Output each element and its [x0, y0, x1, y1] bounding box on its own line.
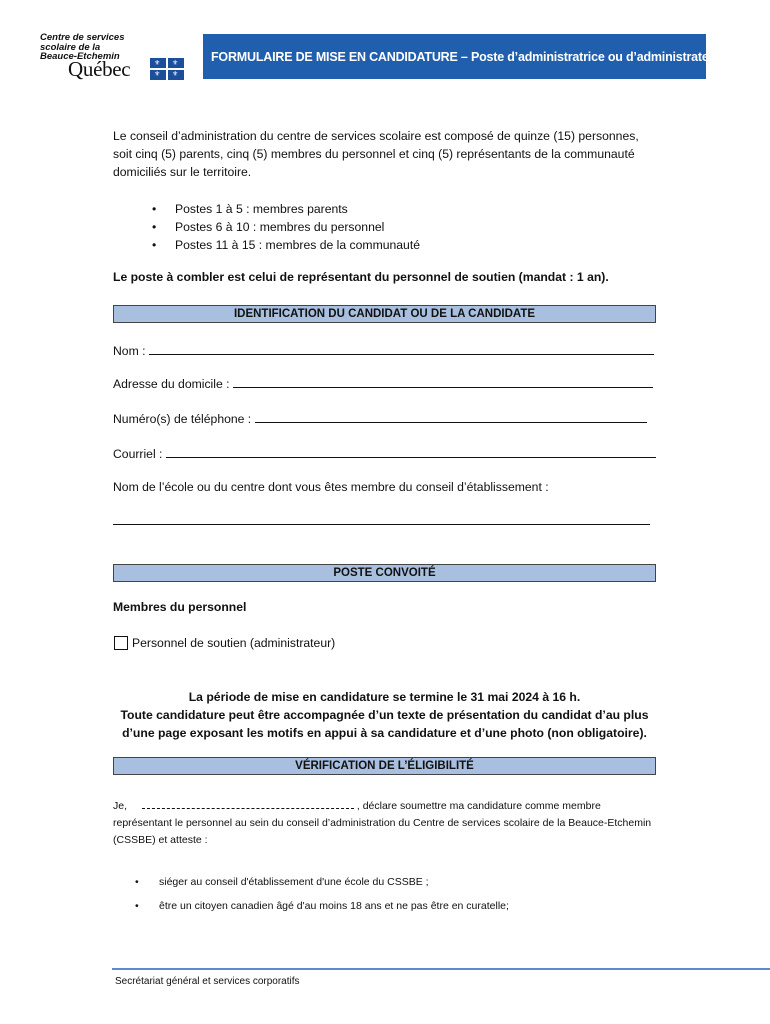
personnel-soutien-label: Personnel de soutien (administrateur) — [132, 636, 336, 650]
telephone-field[interactable] — [113, 411, 647, 426]
telephone-input-line[interactable] — [255, 411, 647, 423]
nom-field[interactable] — [113, 343, 654, 358]
notice-line: d’une page exposant les motifs en appui à sa candidature et d’une photo (non obligatoire). — [122, 726, 647, 740]
notice-line: La période de mise en candidature se termine le 31 mai 2024 à 16 h. — [188, 690, 581, 704]
nom-label: Nom : — [113, 344, 146, 358]
form-title-banner: FORMULAIRE DE MISE EN CANDIDATURE – Poste d’administratrice ou d’administrateur — [203, 34, 706, 79]
ecole-label: Nom de l’école ou du centre dont vous êtes membre du conseil d’établissement : — [113, 480, 549, 494]
declaration-line: (CSSBE) et atteste : — [113, 834, 208, 846]
footer-text: Secrétariat général et services corporatifs — [115, 976, 300, 987]
je-label: Je, — [113, 800, 128, 812]
list-item: • Postes 1 à 5 : membres parents — [152, 200, 420, 218]
eligibility-item-text: être un citoyen canadien âgé d'au moins 18 ans et ne pas être en curatelle; — [159, 900, 509, 912]
declaration-line: , déclare soumettre ma candidature comme membre — [356, 800, 601, 812]
eligibility-item: • siéger au conseil d'établissement d'une école du CSSBE ; — [135, 876, 429, 888]
courriel-input-line[interactable] — [166, 446, 656, 458]
identification-section-header: IDENTIFICATION DU CANDIDAT OU DE LA CANDIDATE — [113, 305, 656, 323]
adresse-input-line[interactable] — [233, 376, 653, 388]
courriel-label: Courriel : — [113, 447, 163, 461]
org-name-line: Beauce-Etchemin — [40, 51, 120, 62]
ecole-input-line[interactable] — [113, 524, 650, 525]
eligibility-item-text: siéger au conseil d'établissement d'une école du CSSBE ; — [159, 876, 429, 888]
quebec-wordmark: Québec — [68, 57, 131, 81]
intro-paragraph: Le conseil d’administration du centre de services scolaire est composé de quinze (15) personnes, soit cinq (5) parents, cinq (5) membres du personnel et cinq (5) représentants de la communauté domiciliés sur le territoire. — [113, 129, 639, 179]
org-name-line: Centre de services — [40, 32, 125, 43]
courriel-field[interactable] — [113, 446, 656, 461]
adresse-label: Adresse du domicile : — [113, 377, 230, 391]
telephone-label: Numéro(s) de téléphone : — [113, 412, 252, 426]
eligibility-item: • être un citoyen canadien âgé d'au moins 18 ans et ne pas être en curatelle; — [135, 900, 509, 912]
poste-section-header: POSTE CONVOITÉ — [113, 564, 656, 582]
position-to-fill: Le poste à combler est celui de représentant du personnel de soutien (mandat : 1 an). — [113, 270, 609, 284]
declaration-line: représentant le personnel au sein du conseil d’administration du Centre de services scolaire de la Beauce-Etchemin — [113, 817, 652, 829]
positions-list — [152, 200, 420, 254]
nom-input-line[interactable] — [149, 343, 654, 355]
list-item: • Postes 6 à 10 : membres du personnel — [152, 218, 420, 236]
quebec-flag-icon: ⚜ ⚜ ⚜ ⚜ — [150, 58, 184, 80]
notice-line: Toute candidature peut être accompagnée d’un texte de présentation du candidat d’au plus — [120, 708, 649, 722]
declarant-name-line[interactable] — [142, 799, 354, 809]
personnel-soutien-checkbox[interactable] — [114, 636, 128, 650]
footer-divider — [112, 968, 770, 970]
deadline-notice — [113, 688, 656, 742]
list-item: • Postes 11 à 15 : membres de la communauté — [152, 236, 420, 254]
poste-group-label: Membres du personnel — [113, 600, 247, 614]
eligibility-section-header: VÉRIFICATION DE L’ÉLIGIBILITÉ — [113, 757, 656, 775]
declaration-text — [113, 798, 658, 849]
adresse-field[interactable] — [113, 376, 653, 391]
org-name-line: scolaire de la — [40, 41, 101, 53]
